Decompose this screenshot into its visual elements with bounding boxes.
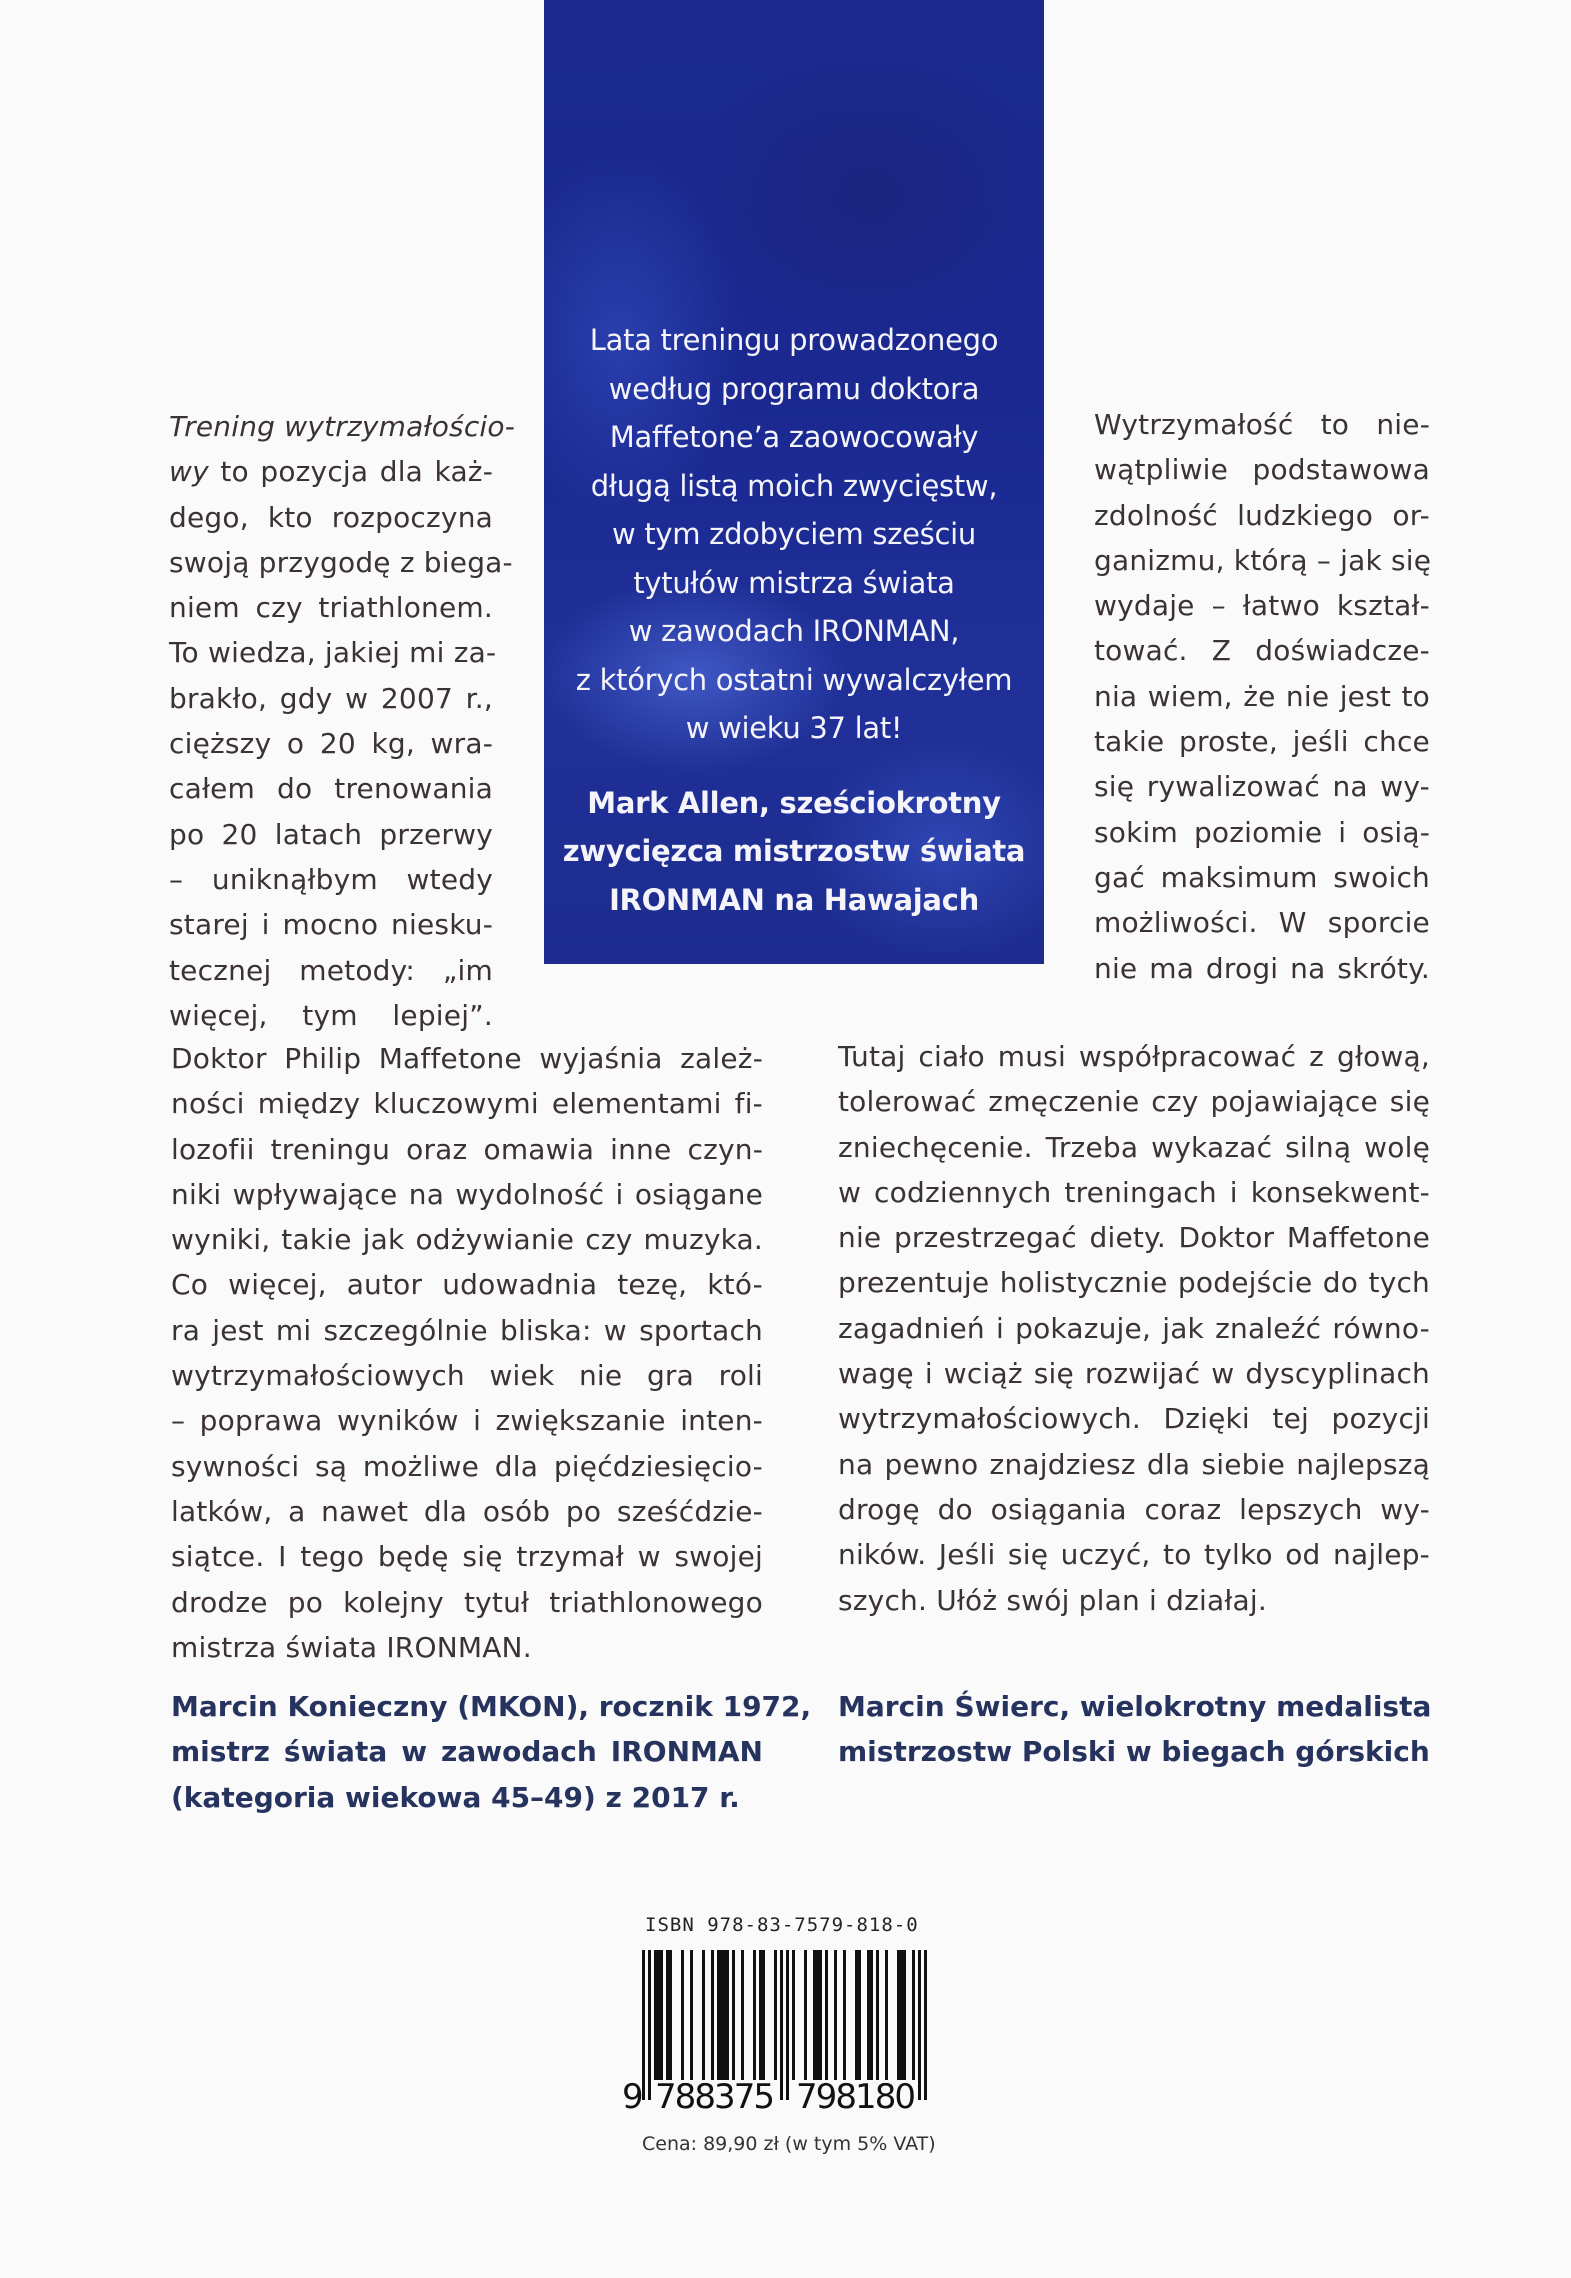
- text-line: możliwości. W sporcie: [1094, 906, 1430, 940]
- quote-box: [544, 0, 1044, 964]
- text-line: dego, kto rozpoczyna: [169, 500, 493, 534]
- text-line: na pewno znajdziesz dla siebie najlepszą: [838, 1447, 1430, 1481]
- barcode-bar: [717, 1950, 720, 2080]
- text-line: mistrza świata IRONMAN.: [171, 1630, 532, 1664]
- text-line: to pozycja dla każ-: [208, 455, 493, 489]
- text-line: latków, a nawet dla osób po sześćdzie-: [171, 1494, 763, 1528]
- text-line: drodze po kolejny tytuł triathlonowego: [171, 1585, 763, 1619]
- text-line: niem czy triathlonem.: [169, 591, 493, 625]
- barcode-bar: [903, 1950, 906, 2080]
- barcode-bar: [816, 1950, 819, 2080]
- text-line: ności między kluczowymi elementami fi-: [171, 1087, 763, 1121]
- text-italic: wy: [169, 455, 209, 489]
- text-line: tolerować zmęczenie czy pojawiające się: [838, 1085, 1430, 1119]
- barcode-bar: [825, 1950, 828, 2080]
- barcode-bar: [804, 1950, 807, 2080]
- text-line: Tutaj ciało musi współpracować z głową,: [838, 1040, 1430, 1073]
- quote-line: długą listą moich zwycięstw,: [590, 468, 998, 503]
- text-line: gać maksimum swoich: [1094, 860, 1430, 894]
- quote-author-line: zwycięzca mistrzostw świata: [562, 834, 1026, 868]
- quote-line: w tym zdobyciem sześciu: [612, 517, 976, 551]
- text-line: wytrzymałościowych. Dzięki tej pozycji: [838, 1402, 1430, 1436]
- barcode-bar: [753, 1950, 756, 2080]
- price-label: Cena: 89,90 zł (w tym 5% VAT): [642, 2133, 936, 2155]
- barcode-bar: [681, 1950, 684, 2080]
- text-line: więcej, tym lepiej”.: [169, 998, 493, 1032]
- text-line: nia wiem, że nie jest to: [1094, 679, 1430, 713]
- text-line: wagę i wciąż się rozwijać w dyscyplinach: [838, 1357, 1430, 1391]
- barcode-bar: [855, 1950, 858, 2080]
- text-line: wydaje – łatwo kształ-: [1094, 589, 1430, 623]
- text-line: ra jest mi szczególnie bliska: w sportach: [171, 1313, 763, 1347]
- barcode-bar: [726, 1950, 729, 2080]
- text-line: Trening wytrzymałościo-: [169, 410, 516, 443]
- right-column-intro: [1094, 402, 1430, 991]
- barcode-bar: [870, 1950, 873, 2080]
- text-line: wątpliwie podstawowa: [1094, 453, 1430, 487]
- barcode-bar: [924, 1950, 927, 2100]
- barcode-bar: [648, 1950, 651, 2100]
- quote-line: w wieku 37 lat!: [685, 711, 903, 745]
- barcode: [600, 1930, 980, 2160]
- text-line: siątce. I tego będę się trzymał w swojej: [171, 1540, 763, 1574]
- barcode-bar: [867, 1950, 870, 2080]
- text-line: sokim poziomie i osią-: [1094, 815, 1430, 849]
- barcode-bar: [720, 1950, 723, 2080]
- barcode-bar: [657, 1950, 660, 2080]
- barcode-digits: 788375: [655, 2077, 775, 2117]
- text-line: mistrz świata w zawodach IRONMAN: [171, 1735, 763, 1769]
- text-line: Marcin Świerc, wielokrotny medalista: [838, 1690, 1432, 1723]
- barcode-first-digit: 9: [622, 2077, 644, 2117]
- barcode-bar: [711, 1950, 714, 2080]
- text-line: (kategoria wiekowa 45–49) z 2017 r.: [171, 1780, 740, 1814]
- text-line: – uniknąłbym wtedy: [169, 862, 493, 896]
- right-attribution: [838, 1684, 1430, 1775]
- text-line: całem do trenowania: [169, 772, 493, 806]
- text-line: wyniki, takie jak odżywianie czy muzyka.: [171, 1223, 763, 1257]
- barcode-bar: [858, 1950, 861, 2080]
- text-line: drogę do osiągania coraz lepszych wy-: [838, 1492, 1430, 1526]
- barcode-bar: [786, 1950, 789, 2100]
- barcode-bar: [912, 1950, 915, 2080]
- text-line: cięższy o 20 kg, wra-: [169, 727, 493, 761]
- barcode-bar: [834, 1950, 837, 2080]
- quote-line: z których ostatni wywalczyłem: [575, 662, 1013, 697]
- text-line: – poprawa wyników i zwiększanie inten-: [171, 1404, 763, 1438]
- barcode-bar: [780, 1950, 783, 2100]
- text-line: się rywalizować na wy-: [1094, 770, 1430, 804]
- text-line: zdolność ludzkiego or-: [1094, 498, 1430, 532]
- text-line: Wytrzymałość to nie-: [1094, 408, 1430, 441]
- text-line: sywności są możliwe dla pięćdziesięcio-: [171, 1449, 763, 1483]
- text-line: po 20 latach przerwy: [169, 817, 493, 851]
- text-line: zagadnień i pokazuje, jak znaleźć równo-: [838, 1311, 1430, 1345]
- barcode-bar: [885, 1950, 888, 2080]
- barcode-bar: [654, 1950, 657, 2080]
- barcode-bar: [690, 1950, 693, 2080]
- quote-author-line: Mark Allen, sześciokrotny: [587, 785, 1001, 820]
- quote-author-line: IRONMAN na Hawajach: [609, 882, 979, 917]
- quote-line: według programu doktora: [608, 371, 980, 406]
- right-column-body: [838, 1034, 1430, 1623]
- barcode-bar: [723, 1950, 726, 2080]
- text-line: takie proste, jeśli chce: [1094, 725, 1430, 759]
- text-line: ganizmu, którą – jak się: [1094, 543, 1432, 577]
- left-attribution: [171, 1684, 812, 1820]
- barcode-bar: [741, 1950, 744, 2080]
- barcode-bar: [897, 1950, 900, 2080]
- text-line: nie przestrzegać diety. Doktor Maffetone: [838, 1221, 1430, 1255]
- text-line: niki wpływające na wydolność i osiągane: [171, 1177, 763, 1211]
- barcode-digits: 798180: [796, 2077, 916, 2117]
- barcode-bar: [876, 1950, 879, 2080]
- barcode-bar: [702, 1950, 705, 2080]
- text-line: wytrzymałościowych wiek nie gra roli: [171, 1359, 763, 1393]
- text-line: ników. Jeśli się uczyć, to tylko od najlep-: [838, 1538, 1430, 1572]
- text-line: Marcin Konieczny (MKON), rocznik 1972,: [171, 1690, 812, 1723]
- quote-text: [544, 316, 1044, 924]
- barcode-bar: [774, 1950, 777, 2080]
- text-line: brakło, gdy w 2007 r.,: [169, 681, 493, 715]
- barcode-bar: [660, 1950, 663, 2080]
- barcode-bar: [792, 1950, 795, 2080]
- quote-line: tytułów mistrza świata: [633, 565, 955, 600]
- text-line: Doktor Philip Maffetone wyjaśnia zależ-: [171, 1042, 763, 1075]
- left-column-body: [171, 1036, 763, 1670]
- barcode-bar: [762, 1950, 765, 2080]
- barcode-bar: [759, 1950, 762, 2080]
- text-line: tecznej metody: „im: [169, 953, 493, 987]
- text-line: lozofii treningu oraz omawia inne czyn-: [171, 1132, 763, 1166]
- text-line: Co więcej, autor udowadnia tezę, któ-: [171, 1268, 763, 1302]
- text-line: swoją przygodę z biega-: [169, 545, 513, 579]
- left-column-intro: [169, 404, 516, 1038]
- barcode-bar: [669, 1950, 672, 2080]
- barcode-bar: [918, 1950, 921, 2100]
- text-line: zniechęcenie. Trzeba wykazać silną wolę: [838, 1130, 1430, 1164]
- quote-line: w zawodach IRONMAN,: [628, 614, 960, 648]
- quote-line: Lata treningu prowadzonego: [589, 323, 999, 357]
- barcode-bar: [843, 1950, 846, 2080]
- text-line: starej i mocno niesku-: [169, 908, 493, 942]
- barcode-bar: [900, 1950, 903, 2080]
- quote-line: Maffetone’a zaowocowały: [609, 420, 979, 454]
- barcode-bar: [813, 1950, 816, 2080]
- text-line: w codziennych treningach i konsekwent-: [838, 1175, 1430, 1209]
- isbn-label: ISBN 978-83-7579-818-0: [645, 1914, 919, 1936]
- text-line: To wiedza, jakiej mi za-: [169, 636, 497, 670]
- text-line: tować. Z doświadcze-: [1094, 634, 1430, 668]
- barcode-bar: [732, 1950, 735, 2080]
- text-line: prezentuje holistycznie podejście do tych: [838, 1266, 1430, 1300]
- text-line: nie ma drogi na skróty.: [1094, 951, 1430, 985]
- text-line: mistrzostw Polski w biegach górskich: [838, 1735, 1430, 1769]
- text-line: szych. Ułóż swój plan i działaj.: [838, 1583, 1267, 1617]
- barcode-bar: [666, 1950, 669, 2080]
- barcode-bar: [819, 1950, 822, 2080]
